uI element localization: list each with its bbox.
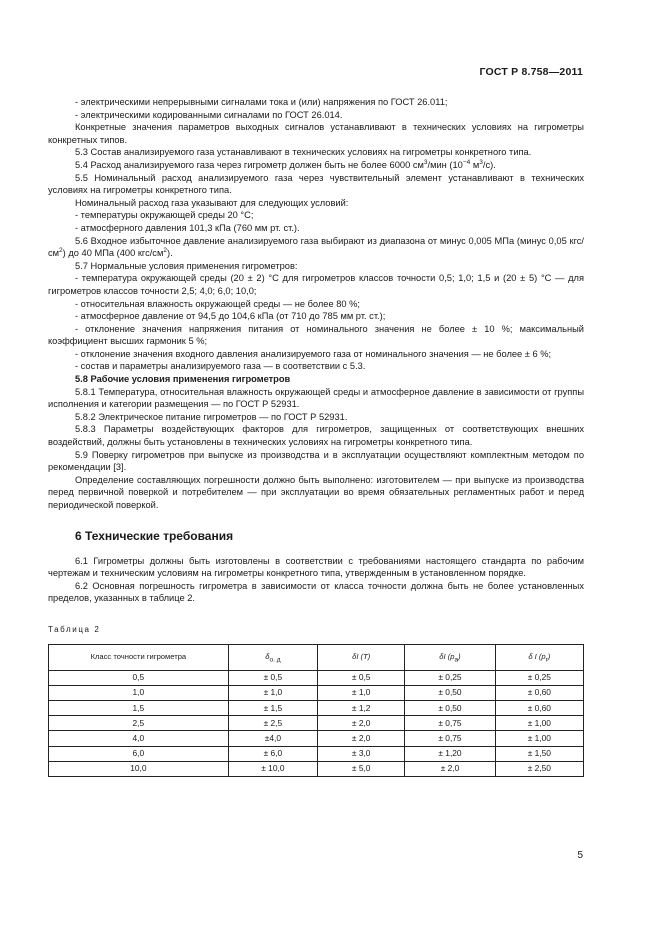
table-row — [49, 700, 584, 715]
table-cell: ± 2,0 — [318, 716, 405, 731]
table-cell: ± 2,0 — [405, 761, 495, 776]
table-cell: ± 0,60 — [495, 700, 583, 715]
table-cell: ± 0,5 — [318, 670, 405, 685]
paragraph: 5.8 Рабочие условия применения гигрометров — [75, 374, 291, 385]
paragraph-5-6: 5.6 Входное избыточное давление анализируемого газа выбирают из диапазона от минус 0,005 МПа (минус 0,05 кгс/$см^2$) до 40 МПа (400 кгс/$см^2$). — [48, 235, 584, 259]
paragraph-5-4: 5.4 Расход анализируемого газа через гигрометр должен быть не более 6000 $см^3$/мин ($10^{-4}$ $м^3/с$). — [75, 158, 496, 170]
paragraph: - атмосферного давления 101,3 кПа (760 мм рт. ст.). — [75, 222, 300, 233]
paragraph: 5.3 Состав анализируемого газа устанавливают в технических условиях на гигрометры конкретного типа. — [75, 147, 532, 158]
paragraph: - температуры окружающей среды 20 °С; — [75, 210, 254, 221]
header-accuracy-class: Класс точности гигрометра — [49, 644, 229, 670]
table-cell: 2,5 — [49, 716, 229, 731]
paragraph: - электрическими непрерывными сигналами тока и (или) напряжения по ГОСТ 26.011; — [75, 97, 448, 107]
header-delta-pr: δ I $(p_r)$ — [495, 644, 583, 670]
accuracy-class-table — [48, 644, 584, 777]
table-cell: ± 1,00 — [495, 731, 583, 746]
table-row — [49, 761, 584, 776]
table-cell: 0,5 — [49, 670, 229, 685]
table-cell: ± 0,60 — [495, 685, 583, 700]
section-heading-6: 6 Технические требования — [75, 528, 234, 543]
table-cell: ± 0,25 — [495, 670, 583, 685]
table-body — [49, 670, 584, 776]
table-cell: ± 1,5 — [228, 700, 317, 715]
paragraph: 5.8.3 Параметры воздействующих факторов для гигрометров, защищенных от соответствующих внешних воздействий, должны быть установлены в технических условиях на гигрометры конкретного типа. — [48, 424, 584, 448]
page-body — [48, 96, 584, 777]
paragraph: 6.2 Основная погрешность гигрометра в зависимости от класса точности должна быть не более установленных пределов, указанных в таблице 2. — [48, 580, 584, 604]
paragraph: 6.1 Гигрометры должны быть изготовлены в соответствии с требованиями настоящего стандарта по рабочим чертежам и техническим условиям на гигрометры конкретного типа, утвержденным в установленном порядке. — [48, 555, 584, 579]
paragraph: - температура окружающей среды (20 ± 2) °С для гигрометров классов точности 0,5; 1,0; 1,5 и (20 ± 5) °С — для гигрометров классов точности 2,5; 4,0; 6,0; 10,0; — [48, 273, 584, 296]
table-cell: 10,0 — [49, 761, 229, 776]
paragraph-group-b — [48, 172, 584, 235]
paragraph: - атмосферное давление от 94,5 до 104,6 кПа (от 710 до 785 мм рт. ст.); — [75, 311, 386, 322]
table-row — [49, 746, 584, 761]
paragraph: - электрическими кодированными сигналами по ГОСТ 26.014. — [75, 109, 343, 120]
table-cell: ± 1,50 — [495, 746, 583, 761]
paragraph: Номинальный расход газа указывают для следующих условий: — [75, 197, 349, 208]
table-cell: ± 2,5 — [228, 716, 317, 731]
paragraph: 5.5 Номинальный расход анализируемого газа через чувствительный элемент устанавливают в технических условиях на гигрометры конкретного типа. — [48, 172, 584, 196]
table-cell: 1,0 — [49, 685, 229, 700]
table-cell: ± 1,20 — [405, 746, 495, 761]
paragraph: - состав и параметры анализируемого газа — в соответствии с 5.3. — [75, 361, 366, 372]
table-cell: ± 2,50 — [495, 761, 583, 776]
paragraph-group-a — [48, 96, 584, 159]
table-cell: ± 0,50 — [405, 685, 495, 700]
paragraph: - отклонение значения входного давления анализируемого газа от номинального значения — не более ± 6 %; — [75, 348, 552, 359]
paragraph-group-c — [48, 260, 584, 512]
table-cell: ± 1,0 — [228, 685, 317, 700]
paragraph: - относительная влажность окружающей среды — не более 80 %; — [75, 298, 360, 309]
table-cell: ± 5,0 — [318, 761, 405, 776]
table-cell: ± 0,75 — [405, 731, 495, 746]
paragraph-group-d — [48, 555, 584, 605]
header-delta-od: $\delta_{о. д}$ — [228, 644, 317, 670]
paragraph: 5.8.2 Электрическое питание гигрометров — по ГОСТ Р 52931. — [75, 411, 348, 422]
paragraph: Конкретные значения параметров выходных сигналов устанавливают в технических условиях на гигрометры конкретных типов. — [48, 122, 584, 145]
table-row — [49, 670, 584, 685]
document-id: ГОСТ Р 8.758—2011 — [479, 66, 583, 78]
table-cell: 4,0 — [49, 731, 229, 746]
paragraph: Определение составляющих погрешности должно быть выполнено: изготовителем — при выпуске из производства перед первичной поверкой и потребителем — при эксплуатации во время обязательных регламентных работ и перед периодической поверкой. — [48, 474, 584, 510]
paragraph: 5.9 Поверку гигрометров при выпуске из производства и в эксплуатации осуществляют комплектным методом по рекомендации [3]. — [48, 449, 584, 473]
table-cell: ± 1,00 — [495, 716, 583, 731]
table-cell: ± 1,0 — [318, 685, 405, 700]
table-cell: ± 0,50 — [405, 700, 495, 715]
header-delta-pa: δI $(p_a)$ — [405, 644, 495, 670]
table-cell: ± 6,0 — [228, 746, 317, 761]
table-row — [49, 731, 584, 746]
table-cell: ± 0,25 — [405, 670, 495, 685]
table-cell: ± 0,5 — [228, 670, 317, 685]
table-cell: 1,5 — [49, 700, 229, 715]
table-cell: ± 0,75 — [405, 716, 495, 731]
page-number: 5 — [577, 850, 583, 861]
paragraph: 5.7 Нормальные условия применения гигрометров: — [75, 260, 298, 271]
paragraph: - отклонение значения напряжения питания от номинального значения не более ± 10 %; максимальный коэффициент высших гармоник 5 %; — [48, 323, 584, 347]
table-row — [49, 685, 584, 700]
table-cell: ± 1,2 — [318, 700, 405, 715]
table-cell: 6,0 — [49, 746, 229, 761]
paragraph: 5.8.1 Температура, относительная влажность окружающей среды и атмосферное давление в зависимости от группы исполнения и категории размещения — по ГОСТ Р 52931. — [48, 386, 584, 410]
header-delta-t: δI (T) — [318, 644, 405, 670]
table-row — [49, 716, 584, 731]
table-cell: ± 3,0 — [318, 746, 405, 761]
table-caption: Таблица 2 — [48, 624, 101, 634]
table-cell: ± 2,0 — [318, 731, 405, 746]
table-header-row — [49, 644, 584, 670]
table-cell: ± 10,0 — [228, 761, 317, 776]
table-cell: ±4,0 — [228, 731, 317, 746]
